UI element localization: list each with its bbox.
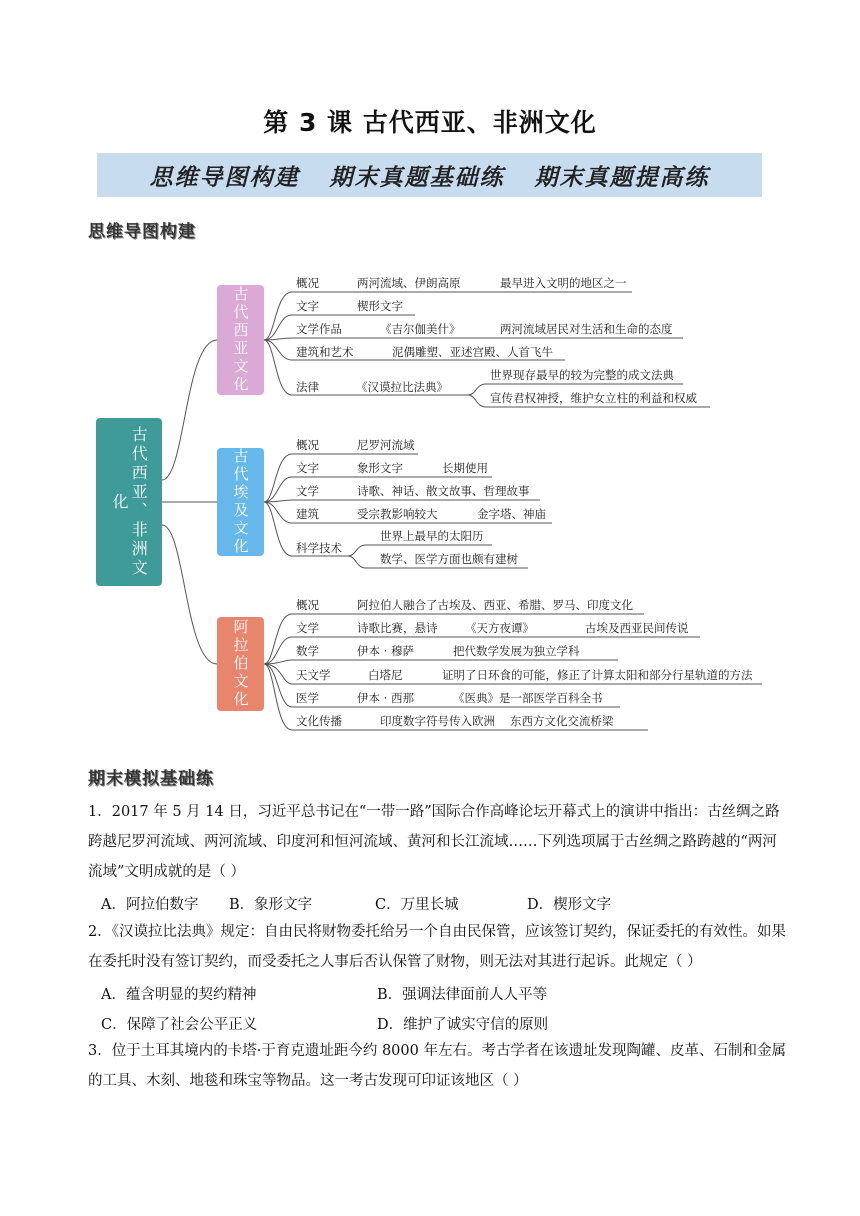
question-1-option-a[interactable]: A．阿拉伯数字 [101,897,199,913]
mind-map-label: 把代数学发展为独立学科 [453,644,580,658]
mind-map-label: 天文学 [296,668,331,682]
mind-map-label: 世界上最早的太阳历 [380,529,484,543]
mind-map-label: 文学 [296,484,319,498]
mind-map-label: 受宗教影响较大 [357,507,438,521]
mind-map-branch-egypt: 古代埃及文化 [217,448,264,556]
mind-map-label: 诗歌、神话、散文故事、哲理故事 [357,484,530,498]
question-1-option-c[interactable]: C．万里长城 [375,897,459,913]
mind-map-label: 概况 [296,438,319,452]
mind-map-label: 法律 [296,380,319,394]
page-title: 第 3 课 古代西亚、非洲文化 [263,108,597,137]
mind-map-label: 古埃及西亚民间传说 [585,621,689,635]
mind-map-label: 两河流域居民对生活和生命的态度 [500,322,673,336]
mind-map-label: 《医典》是一部医学百科全书 [453,691,603,705]
question-2-option-b[interactable]: B．强调法律面前人人平等 [377,987,548,1003]
mind-map-label: 文字 [296,299,319,313]
mind-map-branch-arab: 阿拉伯文化 [217,617,264,711]
mind-map-label: 泥偶雕塑、亚述宫殿、人首飞牛 [392,345,553,359]
mind-map-label: 尼罗河流域 [357,438,415,452]
mind-map-label: 科学技术 [296,541,342,555]
mind-map-label: 数学 [296,644,319,658]
mind-map-label: 概况 [296,598,319,612]
mind-map-root: 古代西亚、非洲文化 [96,418,162,586]
mind-map-label: 长期使用 [442,461,488,475]
question-1: 1．2017 年 5 月 14 日，习近平总书记在“一带一路”国际合作高峰论坛开幕式上的演讲中指出：古丝绸之路跨越尼罗河流域、两河流域、印度河和恒河流域、黄河和长江流域……下列选项属于古丝绸之路跨越的“两河流域”文明成就的是（ ） [88,804,780,880]
question-2-option-d[interactable]: D．维护了诚实守信的原则 [377,1017,549,1033]
mind-map-label: 两河流域、伊朗高原 [357,276,461,290]
mind-map-branch-west-asia: 古代西亚文化 [217,285,264,395]
mind-map-label: 建筑 [296,507,319,521]
mind-map-label: 文学 [296,621,319,635]
mind-map-label: 东西方文化交流桥梁 [510,714,614,728]
section-heading-basic: 期末模拟基础练 [88,769,214,789]
question-1-option-b[interactable]: B．象形文字 [229,897,313,913]
banner-item-basic[interactable]: 期末真题基础练 [329,164,505,191]
banner-item-mindmap[interactable]: 思维导图构建 [149,164,300,191]
mind-map-label: 医学 [296,691,319,705]
mind-map-label: 世界现存最早的较为完整的成文法典 [490,368,674,382]
section-heading-mindmap: 思维导图构建 [88,222,196,242]
mind-map-label: 阿拉伯人融合了古埃及、西亚、希腊、罗马、印度文化 [357,598,633,612]
question-3: 3．位于土耳其境内的卡塔·于育克遗址距今约 8000 年左右。考古学者在该遗址发现陶罐、皮革、石制和金属的工具、木刻、地毯和珠宝等物品。这一考古发现可印证该地区（ ） [88,1043,786,1089]
mind-map-label: 概况 [296,276,319,290]
mind-map-label: 建筑和艺术 [296,345,354,359]
mind-map-label: 白塔尼 [368,668,403,682]
mind-map-label: 诗歌比赛，悬诗 [357,621,438,635]
mind-map-label: 文字 [296,461,319,475]
question-2: 2．《汉谟拉比法典》规定：自由民将财物委托给另一个自由民保管，应该签订契约，保证委托的有效性。如果在委托时没有签订契约，而受委托之人事后否认保管了财物，则无法对其进行起诉。此规定（ ） [88,924,786,970]
mind-map-label: 印度数字符号传入欧洲 [380,714,495,728]
mind-map-label: 《吉尔伽美什》 [380,322,461,336]
mind-map-label: 《汉谟拉比法典》 [356,380,448,394]
banner-item-advanced[interactable]: 期末真题提高练 [534,164,710,191]
mind-map-label: 宣传君权神授，维护女立柱的利益和权威 [490,391,697,405]
question-2-option-a[interactable]: A．蕴含明显的契约精神 [101,987,257,1003]
question-1-option-d[interactable]: D．楔形文字 [527,897,612,913]
mind-map-label: 文学作品 [296,322,342,336]
mind-map-label: 金字塔、神庙 [477,507,546,521]
mind-map-label: 《天方夜谭》 [465,621,534,635]
mind-map-label: 数学、医学方面也颇有建树 [380,552,518,566]
mind-map-label: 伊本 · 西那 [357,691,414,705]
mind-map-label: 最早进入文明的地区之一 [500,276,627,290]
mind-map-label: 伊本 · 穆萨 [357,644,414,658]
question-2-option-c[interactable]: C．保障了社会公平正义 [101,1017,258,1033]
mind-map-label: 象形文字 [357,461,403,475]
mind-map-label: 证明了日环食的可能，修正了计算太阳和部分行星轨道的方法 [442,668,753,682]
mind-map-label: 楔形文字 [357,299,403,313]
mind-map-label: 文化传播 [296,714,342,728]
